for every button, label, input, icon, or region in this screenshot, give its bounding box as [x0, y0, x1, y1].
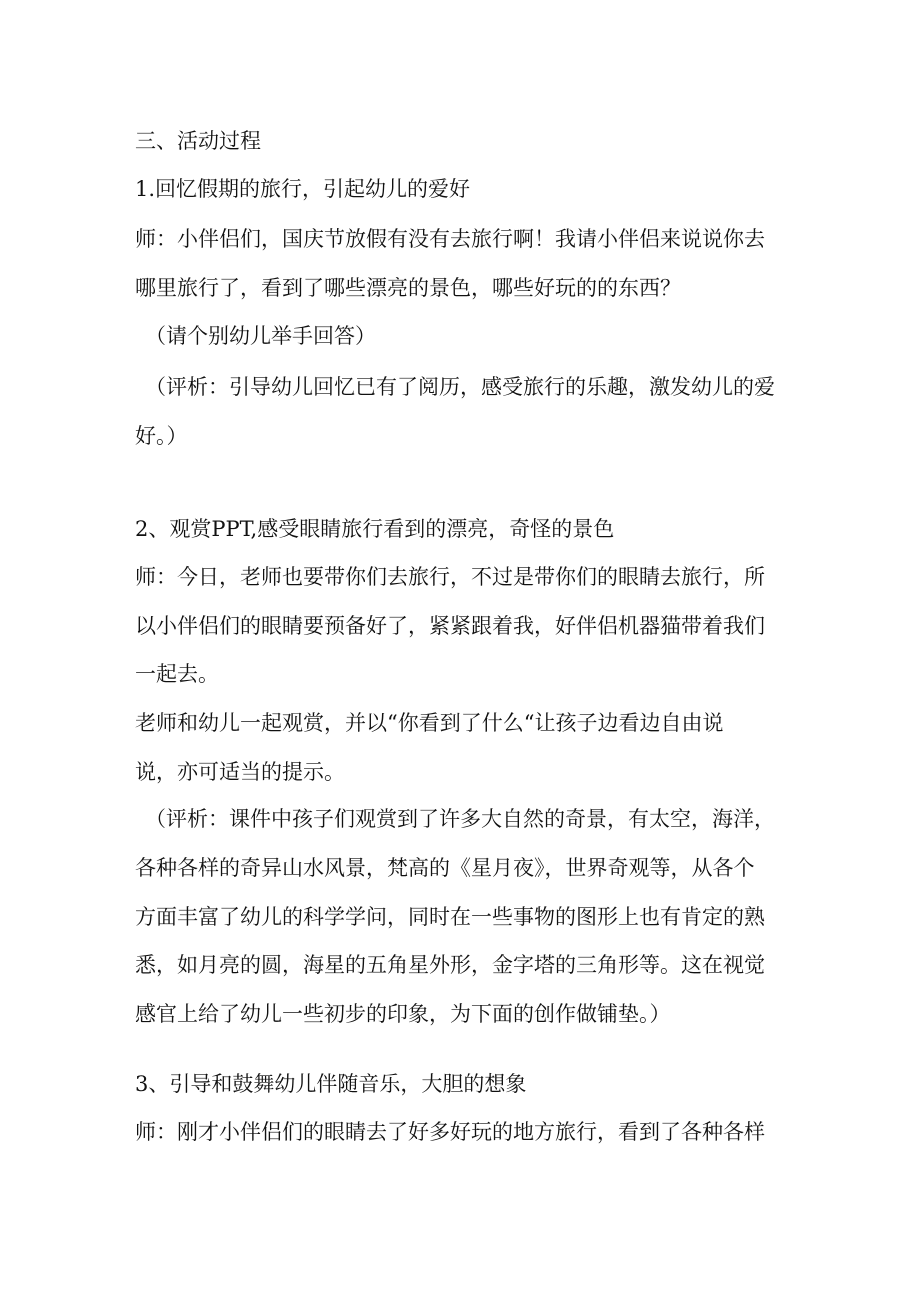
paragraph-line: 哪里旅行了，看到了哪些漂亮的景色，哪些好玩的的东西？	[135, 276, 681, 300]
paragraph-line: 师：小伴侣们，国庆节放假有没有去旅行啊！我请小伴侣来说说你去	[135, 227, 765, 251]
commentary-line: （评析：引导幼儿回忆已有了阅历，感受旅行的乐趣，激发幼儿的爱	[145, 375, 775, 399]
commentary-line: 方面丰富了幼儿的科学学问，同时在一些事物的图形上也有肯定的熟	[135, 905, 765, 929]
commentary-line: 感官上给了幼儿一些初步的印象，为下面的创作做铺垫。）	[135, 1002, 671, 1026]
commentary-line: 好。）	[135, 424, 188, 448]
commentary-line: 悉，如月亮的圆，海星的五角星外形，金字塔的三角形等。这在视觉	[135, 953, 765, 977]
commentary-line: 各种各样的奇异山水风景，梵高的《星月夜》，世界奇观等，从各个	[135, 856, 755, 880]
paragraph-line: 师：今日，老师也要带你们去旅行，不过是带你们的眼睛去旅行，所	[135, 565, 765, 589]
paragraph-line: 一起去。	[135, 662, 219, 686]
subsection-heading-3: 3、引导和鼓舞幼儿伴随音乐，大胆的想象	[135, 1072, 527, 1096]
commentary-line: （评析：课件中孩子们观赏到了许多大自然的奇景，有太空，海洋，	[145, 807, 775, 831]
subsection-heading-1: 1.回忆假期的旅行，引起幼儿的爱好	[135, 177, 471, 201]
subsection-heading-2: 2、观赏PPT,感受眼睛旅行看到的漂亮，奇怪的景色	[135, 517, 615, 541]
paragraph-line: 说，亦可适当的提示。	[135, 760, 345, 784]
paragraph-line: （请个别幼儿举手回答）	[145, 324, 376, 348]
paragraph-line: 师：刚才小伴侣们的眼睛去了好多好玩的地方旅行，看到了各种各样	[135, 1120, 765, 1144]
paragraph-line: 老师和幼儿一起观赏，并以“你看到了什么“让孩子边看边自由说	[135, 711, 724, 735]
paragraph-line: 以小伴侣们的眼睛要预备好了，紧紧跟着我，好伴侣机器猫带着我们	[135, 614, 765, 638]
section-heading: 三、活动过程	[135, 129, 261, 153]
